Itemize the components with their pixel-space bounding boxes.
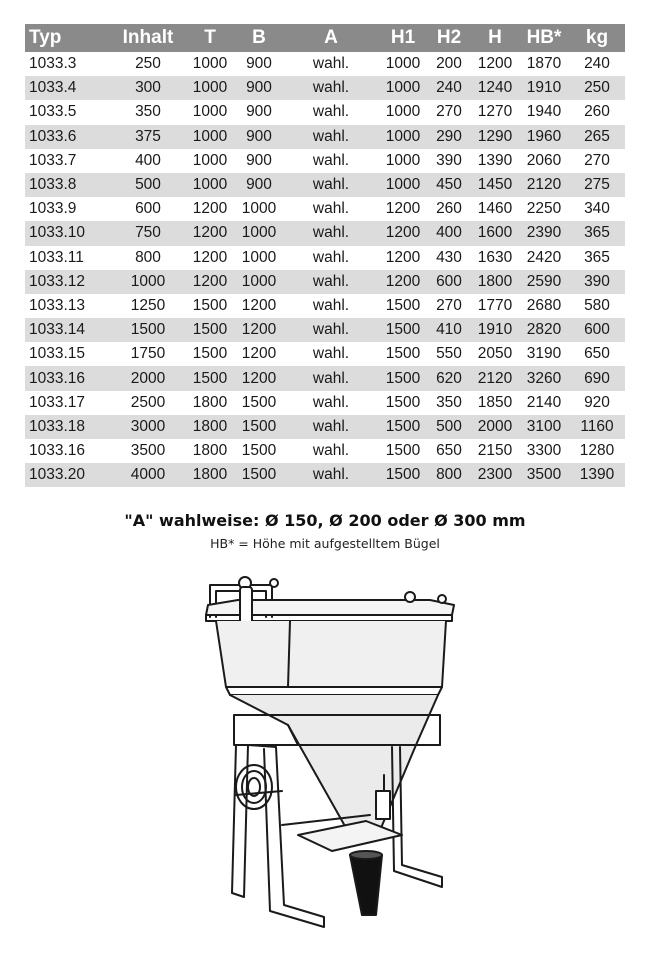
- cell-t: 1000: [185, 173, 235, 197]
- cell-typ: 1033.18: [25, 415, 111, 439]
- cell-inhalt: 1250: [130, 296, 166, 314]
- cell-typ: 1033.14: [25, 318, 111, 342]
- cell-typ: 1033.9: [29, 200, 77, 218]
- hopper-body: [216, 621, 446, 687]
- cell-h: 2000: [471, 415, 519, 439]
- hopper-illustration: [170, 565, 470, 935]
- cell-b: 1200: [241, 345, 277, 363]
- hb-definition-note: HB* = Höhe mit aufgestelltem Bügel: [210, 536, 440, 551]
- cell-h: 2120: [471, 366, 519, 390]
- cell-a: wahl.: [312, 103, 350, 121]
- cell-t: 1800: [192, 442, 228, 460]
- table-body: [25, 52, 625, 487]
- cell-h: 1600: [471, 221, 519, 245]
- table-row: [25, 270, 625, 294]
- column-header-h1: H1: [379, 24, 427, 52]
- cell-inhalt: 1000: [111, 270, 185, 294]
- cell-kg: 365: [584, 248, 610, 266]
- cell-kg: 390: [569, 270, 625, 294]
- cell-kg: 270: [584, 151, 610, 169]
- cell-t: 1000: [185, 76, 235, 100]
- cell-hb: 1960: [519, 125, 569, 149]
- cell-inhalt: 400: [135, 151, 161, 169]
- cell-typ: 1033.11: [29, 248, 84, 266]
- cell-hb: 2420: [526, 248, 562, 266]
- cell-hb: 2390: [519, 221, 569, 245]
- cell-kg: 580: [584, 296, 610, 314]
- cell-typ: 1033.17: [29, 393, 86, 411]
- cell-h1: 1500: [379, 366, 427, 390]
- cell-a: wahl.: [283, 415, 379, 439]
- cell-h1: 1000: [385, 151, 421, 169]
- cell-kg: 275: [569, 173, 625, 197]
- table-row: [25, 149, 625, 173]
- cell-t: 1800: [185, 415, 235, 439]
- cell-h: 1270: [477, 103, 513, 121]
- cell-h: 1240: [471, 76, 519, 100]
- cell-t: 1800: [192, 393, 228, 411]
- cell-h1: 1200: [379, 221, 427, 245]
- cell-h2: 600: [427, 270, 471, 294]
- cell-hb: 3300: [526, 442, 562, 460]
- cell-h2: 270: [436, 103, 462, 121]
- table-row: [25, 366, 625, 390]
- cell-h1: 1000: [379, 76, 427, 100]
- outlet-cone: [350, 855, 382, 915]
- cell-inhalt: 4000: [111, 463, 185, 487]
- cell-kg: 250: [569, 76, 625, 100]
- cell-a: wahl.: [312, 151, 350, 169]
- cell-h: 1290: [471, 125, 519, 149]
- cell-h: 1460: [477, 200, 513, 218]
- column-header-h: H: [471, 24, 519, 52]
- cell-kg: 1160: [569, 415, 625, 439]
- cell-h1: 1000: [385, 55, 421, 73]
- cell-kg: 600: [569, 318, 625, 342]
- cell-a: wahl.: [283, 221, 379, 245]
- cell-a: wahl.: [312, 248, 350, 266]
- cell-hb: 2060: [526, 151, 562, 169]
- column-header-hb: HB*: [519, 24, 569, 52]
- cell-inhalt: 300: [111, 76, 185, 100]
- cell-a: wahl.: [283, 318, 379, 342]
- cell-b: 1200: [235, 318, 283, 342]
- cell-typ: 1033.16: [29, 442, 86, 460]
- cell-inhalt: 2000: [111, 366, 185, 390]
- cell-b: 1000: [241, 248, 277, 266]
- cell-h2: 800: [427, 463, 471, 487]
- cell-typ: 1033.7: [29, 151, 77, 169]
- cell-h1: 1200: [385, 248, 421, 266]
- gate-lever: [298, 821, 402, 851]
- cell-inhalt: 500: [111, 173, 185, 197]
- cell-b: 1500: [235, 463, 283, 487]
- cell-inhalt: 375: [111, 125, 185, 149]
- cell-a: wahl.: [312, 200, 350, 218]
- cell-b: 900: [246, 151, 272, 169]
- cell-h: 2300: [471, 463, 519, 487]
- cell-inhalt: 800: [135, 248, 161, 266]
- cell-typ: 1033.16: [25, 366, 111, 390]
- cell-kg: 265: [569, 125, 625, 149]
- cell-hb: 2820: [519, 318, 569, 342]
- cell-a: wahl.: [283, 173, 379, 197]
- cell-typ: 1033.10: [25, 221, 111, 245]
- cell-inhalt: 750: [111, 221, 185, 245]
- cell-typ: 1033.15: [29, 345, 86, 363]
- cell-t: 1200: [185, 270, 235, 294]
- cell-kg: 240: [584, 55, 610, 73]
- column-header-inhalt: Inhalt: [111, 24, 185, 52]
- cell-kg: 920: [584, 393, 610, 411]
- table-row: [25, 100, 625, 124]
- cell-kg: 365: [569, 221, 625, 245]
- table-row: [25, 221, 625, 245]
- cell-h: 1850: [477, 393, 513, 411]
- cell-inhalt: 350: [135, 103, 161, 121]
- cell-hb: 1910: [519, 76, 569, 100]
- cell-kg: 260: [584, 103, 610, 121]
- cell-t: 1200: [192, 248, 228, 266]
- cell-b: 900: [246, 103, 272, 121]
- cell-h2: 260: [436, 200, 462, 218]
- cell-inhalt: 3500: [130, 442, 166, 460]
- table-row: [25, 52, 625, 76]
- table-row: [25, 342, 625, 366]
- cell-h2: 410: [427, 318, 471, 342]
- cell-h2: 620: [427, 366, 471, 390]
- cell-t: 1000: [192, 103, 228, 121]
- cell-b: 1500: [241, 393, 277, 411]
- cell-a: wahl.: [312, 393, 350, 411]
- cell-h: 2050: [477, 345, 513, 363]
- cell-h2: 650: [436, 442, 462, 460]
- cell-h2: 290: [427, 125, 471, 149]
- cell-a: wahl.: [283, 463, 379, 487]
- cell-h1: 1500: [385, 393, 421, 411]
- cell-b: 1000: [235, 270, 283, 294]
- cell-t: 1000: [192, 55, 228, 73]
- cell-a: wahl.: [283, 270, 379, 294]
- cell-t: 1500: [192, 296, 228, 314]
- cell-hb: 3500: [519, 463, 569, 487]
- cell-typ: 1033.12: [25, 270, 111, 294]
- cell-h1: 1500: [379, 415, 427, 439]
- cell-a: wahl.: [283, 76, 379, 100]
- cell-h: 1910: [471, 318, 519, 342]
- spec-table: [25, 24, 625, 487]
- table-row: [25, 246, 625, 270]
- cell-inhalt: 1750: [130, 345, 166, 363]
- table-row: [25, 197, 625, 221]
- cell-h1: 1000: [385, 103, 421, 121]
- cell-kg: 690: [569, 366, 625, 390]
- cell-h: 1450: [471, 173, 519, 197]
- cell-b: 900: [235, 173, 283, 197]
- cell-inhalt: 3000: [111, 415, 185, 439]
- cell-a: wahl.: [312, 55, 350, 73]
- cell-b: 1200: [241, 296, 277, 314]
- cell-h: 1200: [477, 55, 513, 73]
- cell-h2: 350: [436, 393, 462, 411]
- cell-hb: 1940: [526, 103, 562, 121]
- cell-hb: 1870: [526, 55, 562, 73]
- cell-h1: 1500: [385, 442, 421, 460]
- column-header-t: T: [185, 24, 235, 52]
- cell-h1: 1500: [379, 318, 427, 342]
- cell-t: 1800: [185, 463, 235, 487]
- cell-h2: 500: [427, 415, 471, 439]
- cell-a: wahl.: [283, 366, 379, 390]
- cell-typ: 1033.6: [25, 125, 111, 149]
- header-row: [25, 24, 625, 52]
- cell-b: 1500: [241, 442, 277, 460]
- cell-h: 2150: [477, 442, 513, 460]
- cell-hb: 2250: [526, 200, 562, 218]
- cell-inhalt: 1500: [111, 318, 185, 342]
- cell-a: wahl.: [312, 345, 350, 363]
- cell-h1: 1200: [379, 270, 427, 294]
- cell-h: 1630: [477, 248, 513, 266]
- cell-b: 1000: [241, 200, 277, 218]
- cell-t: 1000: [192, 151, 228, 169]
- cell-h1: 1500: [385, 296, 421, 314]
- cell-t: 1500: [185, 318, 235, 342]
- cell-b: 900: [235, 125, 283, 149]
- table-header: [25, 24, 625, 52]
- cell-t: 1000: [185, 125, 235, 149]
- cell-typ: 1033.20: [25, 463, 111, 487]
- column-header-h2: H2: [427, 24, 471, 52]
- cell-h2: 200: [436, 55, 462, 73]
- cell-t: 1500: [192, 345, 228, 363]
- cell-h: 1770: [477, 296, 513, 314]
- cell-a: wahl.: [283, 125, 379, 149]
- cell-hb: 2120: [519, 173, 569, 197]
- cell-h2: 390: [436, 151, 462, 169]
- cell-h: 1800: [471, 270, 519, 294]
- table-row: [25, 439, 625, 463]
- table-row: [25, 294, 625, 318]
- cell-b: 900: [235, 76, 283, 100]
- column-header-b: B: [235, 24, 283, 52]
- cell-h1: 1200: [385, 200, 421, 218]
- table-row: [25, 318, 625, 342]
- cell-b: 1000: [235, 221, 283, 245]
- cell-inhalt: 600: [135, 200, 161, 218]
- cell-kg: 1390: [569, 463, 625, 487]
- cell-h2: 400: [427, 221, 471, 245]
- cell-b: 1500: [235, 415, 283, 439]
- cell-typ: 1033.13: [29, 296, 86, 314]
- cell-hb: 2140: [526, 393, 562, 411]
- cell-typ: 1033.8: [25, 173, 111, 197]
- cell-typ: 1033.5: [29, 103, 77, 121]
- cell-hb: 3190: [526, 345, 562, 363]
- cell-typ: 1033.3: [29, 55, 77, 73]
- cell-t: 1200: [192, 200, 228, 218]
- cell-h2: 270: [436, 296, 462, 314]
- cell-hb: 2680: [526, 296, 562, 314]
- cell-h2: 450: [427, 173, 471, 197]
- cell-kg: 340: [584, 200, 610, 218]
- cell-h: 1390: [477, 151, 513, 169]
- cell-inhalt: 2500: [130, 393, 166, 411]
- cell-kg: 1280: [579, 442, 615, 460]
- cell-h2: 430: [436, 248, 462, 266]
- cell-hb: 3260: [519, 366, 569, 390]
- cell-t: 1200: [185, 221, 235, 245]
- cell-typ: 1033.4: [25, 76, 111, 100]
- cell-t: 1500: [185, 366, 235, 390]
- cell-kg: 650: [584, 345, 610, 363]
- cell-h1: 1500: [385, 345, 421, 363]
- column-header-a: A: [283, 24, 379, 52]
- column-header-typ: Typ: [25, 24, 111, 52]
- outlet-options-note: "A" wahlweise: Ø 150, Ø 200 oder Ø 300 mm: [124, 511, 526, 530]
- cell-h1: 1000: [379, 173, 427, 197]
- cell-h1: 1500: [379, 463, 427, 487]
- cell-hb: 3100: [519, 415, 569, 439]
- cell-h1: 1000: [379, 125, 427, 149]
- cell-a: wahl.: [312, 442, 350, 460]
- cell-a: wahl.: [312, 296, 350, 314]
- cell-hb: 2590: [519, 270, 569, 294]
- table-row: [25, 415, 625, 439]
- cell-inhalt: 250: [135, 55, 161, 73]
- table-row: [25, 76, 625, 100]
- cell-b: 1200: [235, 366, 283, 390]
- column-header-kg: kg: [569, 24, 625, 52]
- cell-h2: 240: [427, 76, 471, 100]
- table-row: [25, 463, 625, 487]
- cell-b: 900: [246, 55, 272, 73]
- cell-h2: 550: [436, 345, 462, 363]
- table-row: [25, 125, 625, 149]
- table-row: [25, 173, 625, 197]
- table-row: [25, 391, 625, 415]
